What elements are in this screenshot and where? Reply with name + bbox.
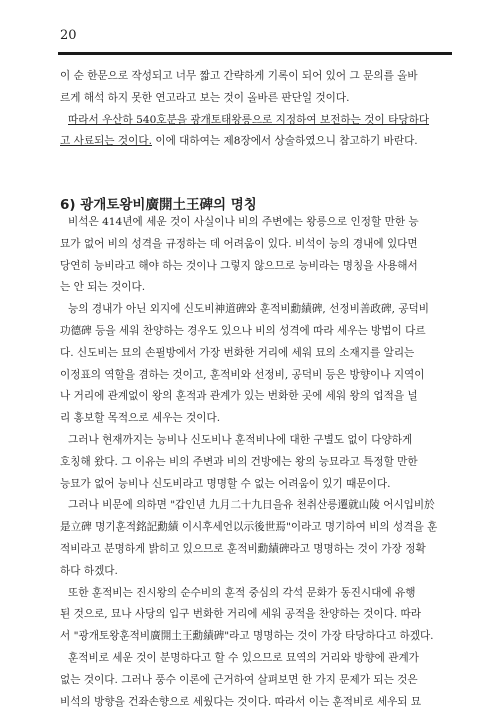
text-line: 이 순 한문으로 작성되고 너무 짧고 간략하게 기록이 되어 있어 그 문의를 올바 bbox=[60, 70, 418, 82]
text-line: 된 것으로, 묘나 사당의 입구 번화한 거리에 세워 공적을 찬양하는 것이다. 따라 bbox=[60, 608, 422, 621]
text-line bbox=[60, 131, 452, 153]
text-line: 묘가 없어 비의 성격을 규정하는 데 어려움이 있다. 비석이 능의 경내에 있다면 bbox=[60, 237, 418, 250]
text-line: 는 안 되는 것이다. bbox=[60, 281, 146, 294]
text-line: 리 홍보할 목적으로 세우는 것이다. bbox=[60, 412, 221, 425]
page-number: 20 bbox=[60, 28, 77, 43]
text-line: 비석의 방향을 건좌손향으로 세웠다는 것이다. 따라서 이는 훈적비로 세우되 묘 bbox=[60, 695, 422, 708]
text-line: 르게 해석 하지 못한 연고라고 보는 것이 올바른 판단일 것이다. bbox=[60, 91, 350, 104]
text-line: 능묘가 없어 능비나 신도비라고 명명할 수 없는 어려움이 있기 때문이다. bbox=[60, 477, 391, 490]
underlined-text: 따라서 우산하 540호분을 광개토태왕릉으로 지정하여 보전하는 것이 타당하다 bbox=[68, 113, 430, 126]
body-text bbox=[60, 212, 452, 713]
text-line bbox=[60, 110, 452, 132]
text-line: 나 거리에 관계없이 왕의 훈적과 관계가 있는 번화한 곳에 세워 왕의 업적을 널 bbox=[60, 390, 418, 403]
text-line: 비석은 414년에 세운 것이 사실이나 비의 주변에는 왕릉으로 인정할 만한 능 bbox=[68, 216, 419, 228]
section-heading: 6) 광개토왕비廣開土王碑의 명칭 bbox=[60, 197, 257, 213]
text-line: 그러나 비문에 의하면 "갑인년 九月二十九日을유 천취산릉遷就山陵 어시입비於 bbox=[68, 499, 435, 512]
text-line: 당연히 능비라고 해야 하는 것이나 그렇지 않으므로 능비라는 명칭을 사용해서 bbox=[60, 259, 418, 272]
text-line: 그러나 현재까지는 능비나 신도비나 훈적비나에 대한 구별도 없이 다양하게 bbox=[68, 433, 413, 446]
text-line: 이정표의 역할을 겸하는 것이고, 훈적비와 선정비, 공덕비 등은 방향이나 지역이 bbox=[60, 368, 425, 381]
text-line: 호칭해 왔다. 그 이유는 비의 주변과 비의 건방에는 왕의 능묘라고 특정할 만한 bbox=[60, 455, 418, 468]
text-line: 또한 훈적비는 진시왕의 순수비의 훈적 중심의 각석 문화가 동진시대에 유행 bbox=[68, 586, 416, 599]
text-line: 서 "광개토왕훈적비廣開土王勳績碑"라고 명명하는 것이 가장 타당하다고 하겠다. bbox=[60, 630, 434, 643]
text-line: 하다 하겠다. bbox=[60, 564, 118, 577]
underlined-text: 고 사료되는 것이다. bbox=[60, 135, 152, 148]
text-line: 능의 경내가 아닌 외지에 신도비神道碑와 훈적비勳績碑, 선정비善政碑, 공덕비 bbox=[68, 303, 430, 316]
text-span: 이에 대하여는 제8장에서 상술하였으니 참고하기 바란다. bbox=[151, 135, 418, 148]
text-line: 다. 신도비는 묘의 손필방에서 가장 번화한 거리에 세워 묘의 소재지를 알리는 bbox=[60, 346, 415, 359]
text-line: 功德碑 등을 세워 찬양하는 경우도 있으나 비의 성격에 따라 세우는 방법이 다르 bbox=[60, 324, 426, 337]
intro-paragraph bbox=[60, 66, 452, 153]
text-line: 是立碑 명기훈적銘記勳績 이시후세언以示後世焉"이라고 명기하여 비의 성격을 훈 bbox=[60, 521, 438, 534]
text-line: 훈적비로 세운 것이 분명하다고 할 수 있으므로 묘역의 거리와 방향에 관계가 bbox=[68, 651, 419, 664]
text-line: 적비라고 분명하게 밝히고 있으므로 훈적비勳績碑라고 명명하는 것이 가장 정확 bbox=[60, 542, 426, 555]
text-line: 없는 것이다. 그러나 풍수 이론에 근거하여 살펴보면 한 가지 문제가 되는 것은 bbox=[60, 673, 418, 686]
header-rule bbox=[58, 52, 452, 55]
